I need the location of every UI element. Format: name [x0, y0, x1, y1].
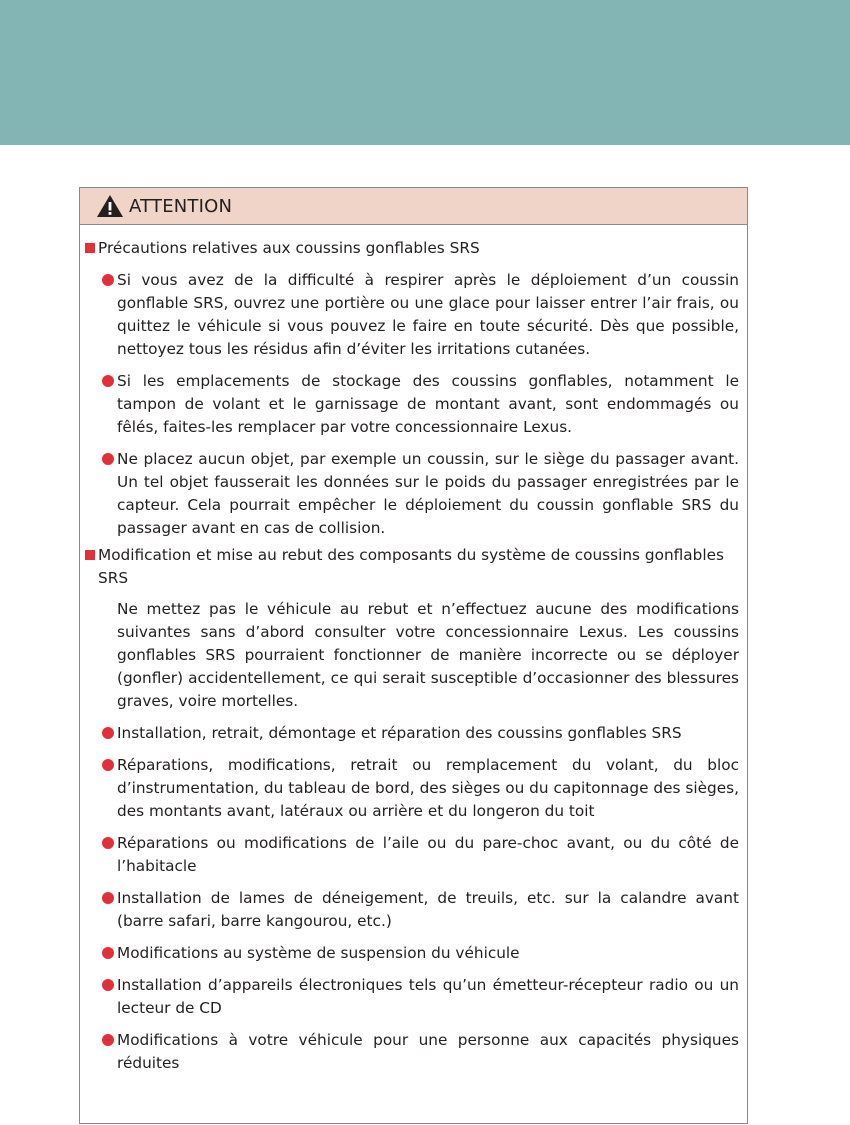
list-item: Réparations ou modifications de l’aile ou du pare-choc avant, ou du côté de l’habitacle	[85, 832, 739, 878]
list-item: Installation d’appareils électroniques tels qu’un émetteur-récepteur radio ou un lecteur de CD	[85, 974, 739, 1020]
section-title: Modification et mise au rebut des composants du système de coussins gonflables SRS	[85, 544, 739, 590]
list-item: Si les emplacements de stockage des coussins gonflables, notamment le tampon de volant et le garnissage de montant avant, sont endommagés ou fêlés, faites-les remplacer par votre concessionnaire Lexus.	[85, 370, 739, 439]
section-title: Précautions relatives aux coussins gonflables SRS	[85, 237, 739, 260]
warning-header	[80, 188, 747, 225]
warning-triangle-icon	[96, 194, 124, 218]
list-item: Modifications à votre véhicule pour une personne aux capacités physiques réduites	[85, 1029, 739, 1075]
red-dot-icon	[102, 727, 114, 739]
red-dot-icon	[102, 274, 114, 286]
list-item: Si vous avez de la difficulté à respirer après le déploiement d’un coussin gonflable SRS, ouvrez une portière ou une glace pour laisser entrer l’air frais, ou quittez le véhicule si vous pouvez le faire en toute sécurité. Dès que possible, nettoyez tous les résidus afin d’éviter les irritations cutanées.	[85, 269, 739, 361]
red-dot-icon	[102, 375, 114, 387]
red-dot-icon	[102, 837, 114, 849]
list-item: Réparations, modifications, retrait ou remplacement du volant, du bloc d’instrumentation, du tableau de bord, des sièges ou du capitonnage des sièges, des montants avant, latéraux ou arrière et du longeron du toit	[85, 754, 739, 823]
list-item: Installation de lames de déneigement, de treuils, etc. sur la calandre avant (barre safari, barre kangourou, etc.)	[85, 887, 739, 933]
header-band	[0, 0, 850, 145]
warning-box	[79, 187, 748, 1124]
red-dot-icon	[102, 759, 114, 771]
red-square-icon	[85, 243, 95, 253]
red-dot-icon	[102, 453, 114, 465]
red-dot-icon	[102, 892, 114, 904]
red-dot-icon	[102, 979, 114, 991]
warning-title: ATTENTION	[129, 195, 233, 217]
red-square-icon	[85, 550, 95, 560]
section-paragraph: Ne mettez pas le véhicule au rebut et n’effectuez aucune des modifications suivantes sans d’abord consulter votre concessionnaire Lexus. Les coussins gonflables SRS pourraient fonctionner de manière incorrecte ou se déployer (gonfler) accidentellement, ce qui serait susceptible d’occasionner des blessures graves, voire mortelles.	[117, 600, 739, 710]
list-item: Installation, retrait, démontage et réparation des coussins gonflables SRS	[85, 722, 739, 745]
warning-content	[80, 225, 747, 1075]
list-item: Modifications au système de suspension du véhicule	[85, 942, 739, 965]
list-item: Ne placez aucun objet, par exemple un coussin, sur le siège du passager avant. Un tel objet fausserait les données sur le poids du passager enregistrées par le capteur. Cela pourrait empêcher le déploiement du coussin gonflable SRS du passager avant en cas de collision.	[85, 448, 739, 540]
red-dot-icon	[102, 1034, 114, 1046]
red-dot-icon	[102, 947, 114, 959]
